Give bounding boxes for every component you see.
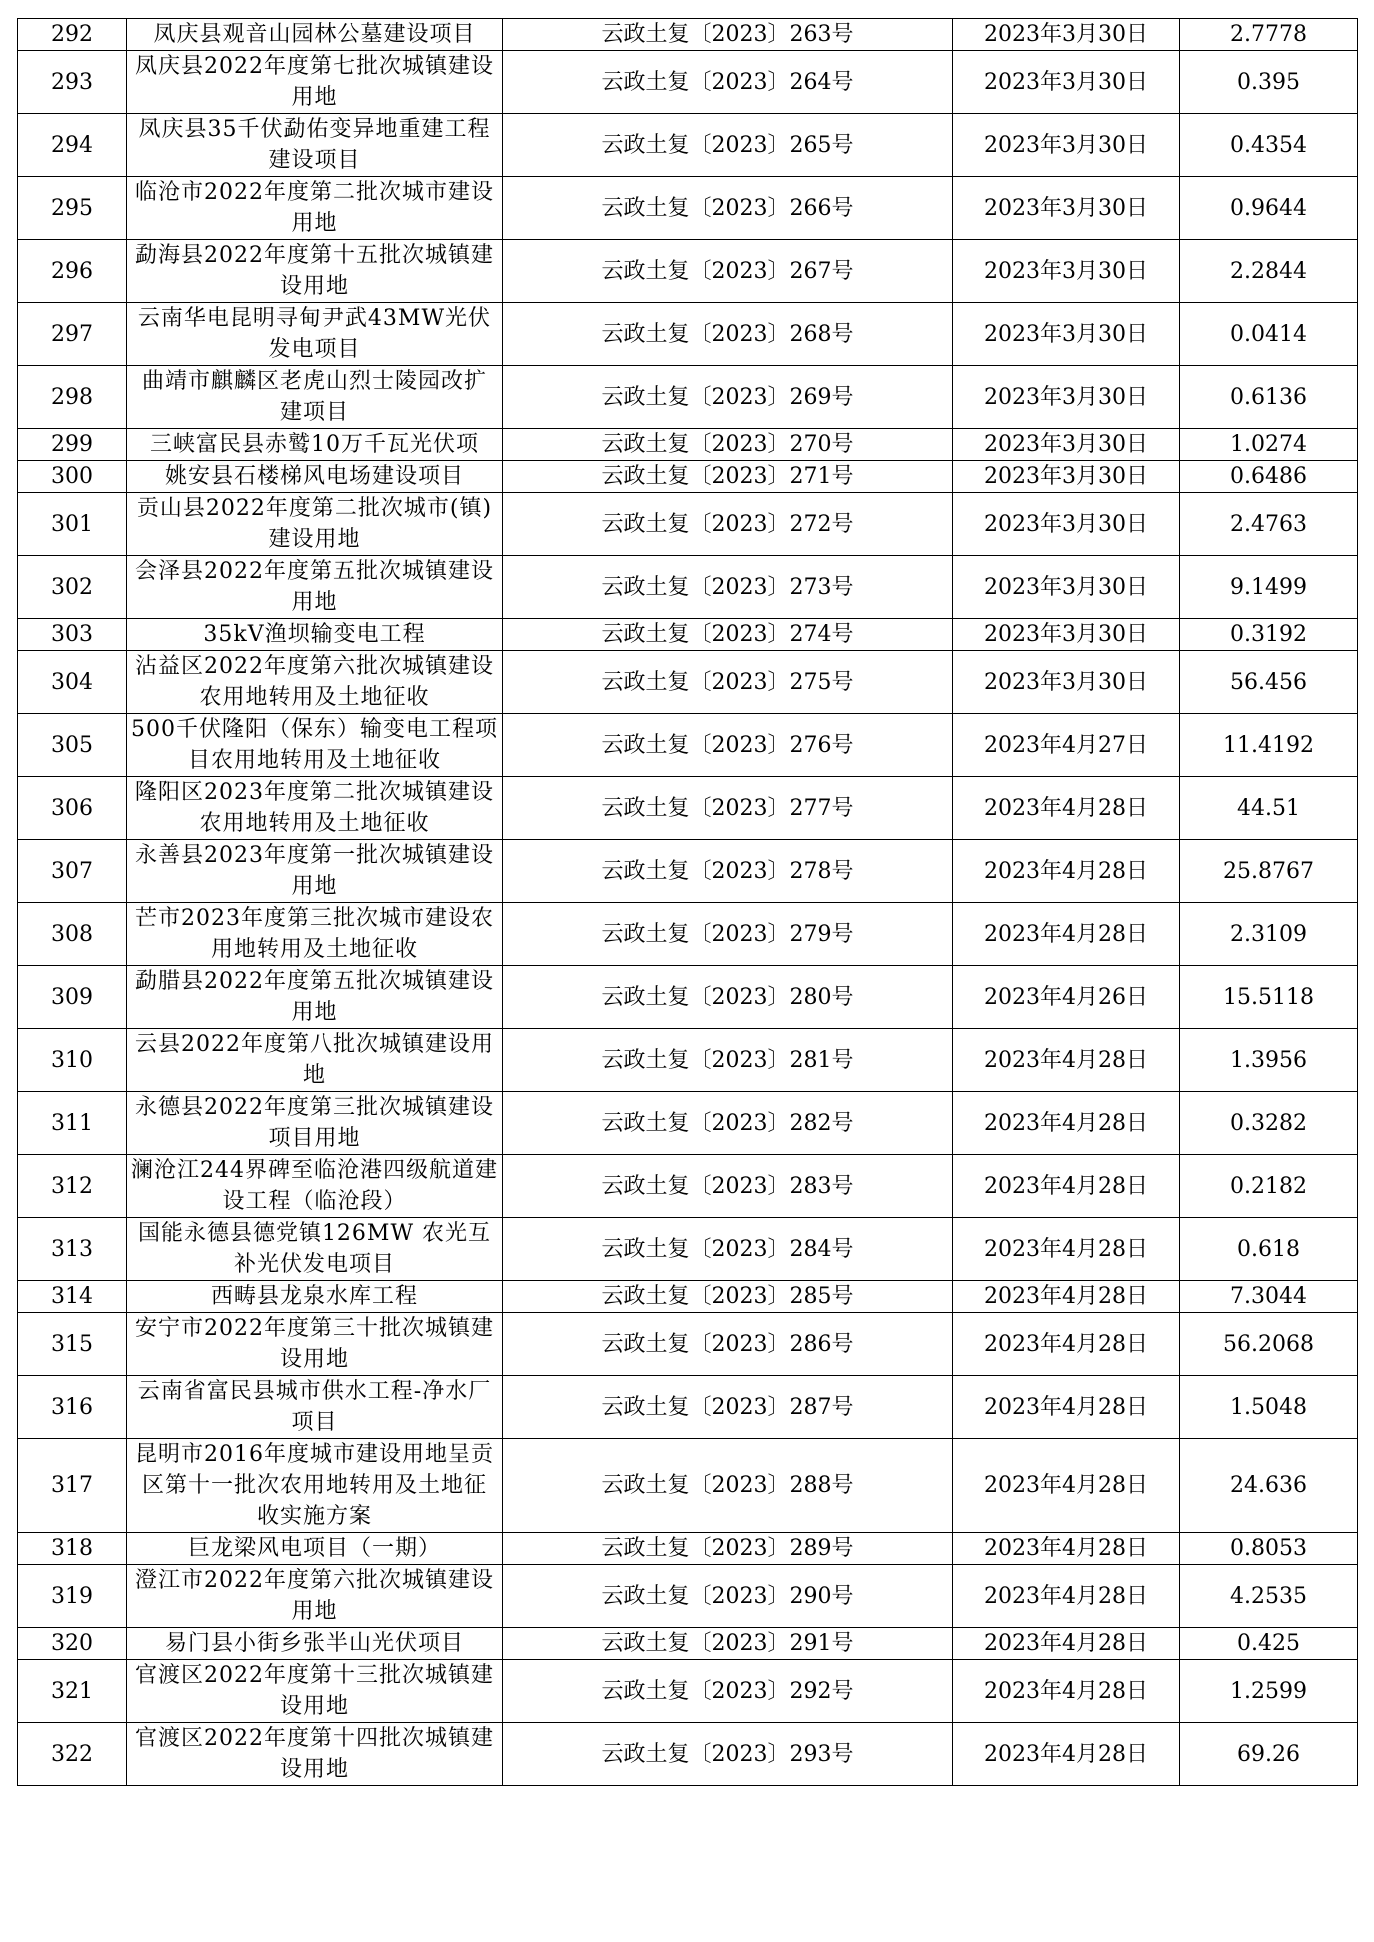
approval-document-number: 云政土复〔2023〕270号	[503, 429, 953, 461]
project-name: 凤庆县观音山园林公墓建设项目	[127, 19, 503, 51]
project-name: 巨龙梁风电项目（一期）	[127, 1533, 503, 1565]
table-row	[18, 493, 1358, 556]
area-value: 0.6486	[1180, 461, 1358, 493]
project-name: 500千伏隆阳（保东）输变电工程项目农用地转用及土地征收	[127, 714, 503, 777]
approval-date: 2023年4月28日	[953, 903, 1180, 966]
table-row	[18, 556, 1358, 619]
row-number: 301	[18, 493, 127, 556]
approval-document-number: 云政土复〔2023〕284号	[503, 1218, 953, 1281]
approval-date: 2023年4月26日	[953, 966, 1180, 1029]
approval-document-number: 云政土复〔2023〕281号	[503, 1029, 953, 1092]
table-row	[18, 1092, 1358, 1155]
approval-document-number: 云政土复〔2023〕287号	[503, 1376, 953, 1439]
table-row	[18, 366, 1358, 429]
project-name: 凤庆县2022年度第七批次城镇建设用地	[127, 51, 503, 114]
row-number: 299	[18, 429, 127, 461]
approval-date: 2023年4月28日	[953, 1533, 1180, 1565]
row-number: 319	[18, 1565, 127, 1628]
project-name: 澜沧江244界碑至临沧港四级航道建设工程（临沧段）	[127, 1155, 503, 1218]
row-number: 300	[18, 461, 127, 493]
area-value: 24.636	[1180, 1439, 1358, 1533]
table-row	[18, 1281, 1358, 1313]
approval-table	[17, 18, 1358, 1786]
project-name: 西畴县龙泉水库工程	[127, 1281, 503, 1313]
project-name: 三峡富民县赤鹫10万千瓦光伏项	[127, 429, 503, 461]
approval-document-number: 云政土复〔2023〕272号	[503, 493, 953, 556]
project-name: 官渡区2022年度第十四批次城镇建设用地	[127, 1723, 503, 1786]
project-name: 凤庆县35千伏勐佑变异地重建工程建设项目	[127, 114, 503, 177]
row-number: 294	[18, 114, 127, 177]
approval-document-number: 云政土复〔2023〕278号	[503, 840, 953, 903]
approval-date: 2023年4月28日	[953, 1281, 1180, 1313]
area-value: 0.425	[1180, 1628, 1358, 1660]
approval-date: 2023年4月28日	[953, 1155, 1180, 1218]
row-number: 304	[18, 651, 127, 714]
table-row	[18, 240, 1358, 303]
row-number: 315	[18, 1313, 127, 1376]
area-value: 0.3192	[1180, 619, 1358, 651]
row-number: 293	[18, 51, 127, 114]
row-number: 303	[18, 619, 127, 651]
row-number: 311	[18, 1092, 127, 1155]
row-number: 295	[18, 177, 127, 240]
row-number: 321	[18, 1660, 127, 1723]
project-name: 隆阳区2023年度第二批次城镇建设农用地转用及土地征收	[127, 777, 503, 840]
approval-document-number: 云政土复〔2023〕280号	[503, 966, 953, 1029]
row-number: 313	[18, 1218, 127, 1281]
table-row	[18, 966, 1358, 1029]
approval-date: 2023年4月28日	[953, 777, 1180, 840]
table-row	[18, 1313, 1358, 1376]
table-row	[18, 1723, 1358, 1786]
approval-document-number: 云政土复〔2023〕285号	[503, 1281, 953, 1313]
area-value: 0.8053	[1180, 1533, 1358, 1565]
row-number: 305	[18, 714, 127, 777]
area-value: 0.4354	[1180, 114, 1358, 177]
project-name: 姚安县石楼梯风电场建设项目	[127, 461, 503, 493]
project-name: 云县2022年度第八批次城镇建设用地	[127, 1029, 503, 1092]
row-number: 314	[18, 1281, 127, 1313]
table-row	[18, 461, 1358, 493]
area-value: 0.0414	[1180, 303, 1358, 366]
area-value: 56.456	[1180, 651, 1358, 714]
approval-document-number: 云政土复〔2023〕288号	[503, 1439, 953, 1533]
area-value: 11.4192	[1180, 714, 1358, 777]
approval-document-number: 云政土复〔2023〕291号	[503, 1628, 953, 1660]
project-name: 永善县2023年度第一批次城镇建设用地	[127, 840, 503, 903]
approval-document-number: 云政土复〔2023〕283号	[503, 1155, 953, 1218]
row-number: 310	[18, 1029, 127, 1092]
approval-date: 2023年3月30日	[953, 461, 1180, 493]
row-number: 309	[18, 966, 127, 1029]
approval-date: 2023年3月30日	[953, 619, 1180, 651]
approval-date: 2023年3月30日	[953, 303, 1180, 366]
approval-date: 2023年3月30日	[953, 366, 1180, 429]
row-number: 306	[18, 777, 127, 840]
project-name: 临沧市2022年度第二批次城市建设用地	[127, 177, 503, 240]
table-row	[18, 714, 1358, 777]
area-value: 9.1499	[1180, 556, 1358, 619]
approval-date: 2023年3月30日	[953, 51, 1180, 114]
project-name: 贡山县2022年度第二批次城市(镇)建设用地	[127, 493, 503, 556]
approval-date: 2023年4月28日	[953, 1723, 1180, 1786]
area-value: 7.3044	[1180, 1281, 1358, 1313]
area-value: 15.5118	[1180, 966, 1358, 1029]
row-number: 292	[18, 19, 127, 51]
approval-document-number: 云政土复〔2023〕273号	[503, 556, 953, 619]
area-value: 69.26	[1180, 1723, 1358, 1786]
approval-date: 2023年3月30日	[953, 240, 1180, 303]
table-row	[18, 840, 1358, 903]
approval-date: 2023年3月30日	[953, 114, 1180, 177]
approval-date: 2023年4月28日	[953, 1092, 1180, 1155]
project-name: 曲靖市麒麟区老虎山烈士陵园改扩建项目	[127, 366, 503, 429]
area-value: 2.2844	[1180, 240, 1358, 303]
area-value: 2.4763	[1180, 493, 1358, 556]
table-row	[18, 1155, 1358, 1218]
approval-document-number: 云政土复〔2023〕279号	[503, 903, 953, 966]
approval-document-number: 云政土复〔2023〕271号	[503, 461, 953, 493]
area-value: 56.2068	[1180, 1313, 1358, 1376]
area-value: 0.618	[1180, 1218, 1358, 1281]
approval-date: 2023年4月28日	[953, 1376, 1180, 1439]
project-name: 沾益区2022年度第六批次城镇建设农用地转用及土地征收	[127, 651, 503, 714]
table-row	[18, 429, 1358, 461]
approval-document-number: 云政土复〔2023〕269号	[503, 366, 953, 429]
table-row	[18, 1439, 1358, 1533]
project-name: 澄江市2022年度第六批次城镇建设用地	[127, 1565, 503, 1628]
table-row	[18, 19, 1358, 51]
area-value: 1.3956	[1180, 1029, 1358, 1092]
approval-document-number: 云政土复〔2023〕282号	[503, 1092, 953, 1155]
approval-date: 2023年3月30日	[953, 556, 1180, 619]
table-row	[18, 903, 1358, 966]
approval-date: 2023年4月28日	[953, 1313, 1180, 1376]
approval-date: 2023年3月30日	[953, 177, 1180, 240]
approval-date: 2023年3月30日	[953, 429, 1180, 461]
project-name: 芒市2023年度第三批次城市建设农用地转用及土地征收	[127, 903, 503, 966]
row-number: 308	[18, 903, 127, 966]
table-row	[18, 1533, 1358, 1565]
row-number: 312	[18, 1155, 127, 1218]
row-number: 317	[18, 1439, 127, 1533]
table-row	[18, 619, 1358, 651]
approval-date: 2023年3月30日	[953, 651, 1180, 714]
project-name: 云南省富民县城市供水工程-净水厂项目	[127, 1376, 503, 1439]
table-row	[18, 303, 1358, 366]
area-value: 0.395	[1180, 51, 1358, 114]
approval-date: 2023年4月28日	[953, 1628, 1180, 1660]
row-number: 307	[18, 840, 127, 903]
row-number: 322	[18, 1723, 127, 1786]
area-value: 25.8767	[1180, 840, 1358, 903]
area-value: 0.6136	[1180, 366, 1358, 429]
row-number: 318	[18, 1533, 127, 1565]
area-value: 0.9644	[1180, 177, 1358, 240]
table-row	[18, 777, 1358, 840]
row-number: 298	[18, 366, 127, 429]
project-name: 官渡区2022年度第十三批次城镇建设用地	[127, 1660, 503, 1723]
table-row	[18, 51, 1358, 114]
project-name: 云南华电昆明寻甸尹武43MW光伏发电项目	[127, 303, 503, 366]
table-row	[18, 1628, 1358, 1660]
row-number: 297	[18, 303, 127, 366]
area-value: 2.7778	[1180, 19, 1358, 51]
table-row	[18, 114, 1358, 177]
approval-document-number: 云政土复〔2023〕275号	[503, 651, 953, 714]
approval-document-number: 云政土复〔2023〕286号	[503, 1313, 953, 1376]
approval-document-number: 云政土复〔2023〕290号	[503, 1565, 953, 1628]
project-name: 35kV渔坝输变电工程	[127, 619, 503, 651]
project-name: 昆明市2016年度城市建设用地呈贡区第十一批次农用地转用及土地征收实施方案	[127, 1439, 503, 1533]
approval-document-number: 云政土复〔2023〕289号	[503, 1533, 953, 1565]
project-name: 勐海县2022年度第十五批次城镇建设用地	[127, 240, 503, 303]
approval-document-number: 云政土复〔2023〕263号	[503, 19, 953, 51]
approval-document-number: 云政土复〔2023〕268号	[503, 303, 953, 366]
table-row	[18, 1218, 1358, 1281]
area-value: 1.2599	[1180, 1660, 1358, 1723]
project-name: 安宁市2022年度第三十批次城镇建设用地	[127, 1313, 503, 1376]
table-row	[18, 651, 1358, 714]
table-row	[18, 1029, 1358, 1092]
area-value: 44.51	[1180, 777, 1358, 840]
approval-document-number: 云政土复〔2023〕267号	[503, 240, 953, 303]
area-value: 1.0274	[1180, 429, 1358, 461]
approval-document-number: 云政土复〔2023〕266号	[503, 177, 953, 240]
table-row	[18, 177, 1358, 240]
approval-date: 2023年3月30日	[953, 493, 1180, 556]
area-value: 1.5048	[1180, 1376, 1358, 1439]
project-name: 勐腊县2022年度第五批次城镇建设用地	[127, 966, 503, 1029]
row-number: 296	[18, 240, 127, 303]
approval-document-number: 云政土复〔2023〕264号	[503, 51, 953, 114]
project-name: 永德县2022年度第三批次城镇建设项目用地	[127, 1092, 503, 1155]
approval-document-number: 云政土复〔2023〕293号	[503, 1723, 953, 1786]
approval-date: 2023年4月28日	[953, 1660, 1180, 1723]
table-row	[18, 1660, 1358, 1723]
row-number: 302	[18, 556, 127, 619]
project-name: 会泽县2022年度第五批次城镇建设用地	[127, 556, 503, 619]
approval-date: 2023年4月28日	[953, 1029, 1180, 1092]
area-value: 4.2535	[1180, 1565, 1358, 1628]
approval-date: 2023年4月27日	[953, 714, 1180, 777]
row-number: 316	[18, 1376, 127, 1439]
approval-date: 2023年4月28日	[953, 840, 1180, 903]
approval-date: 2023年4月28日	[953, 1218, 1180, 1281]
table-row	[18, 1376, 1358, 1439]
area-value: 0.3282	[1180, 1092, 1358, 1155]
approval-document-number: 云政土复〔2023〕276号	[503, 714, 953, 777]
area-value: 0.2182	[1180, 1155, 1358, 1218]
approval-date: 2023年3月30日	[953, 19, 1180, 51]
table-row	[18, 1565, 1358, 1628]
area-value: 2.3109	[1180, 903, 1358, 966]
approval-document-number: 云政土复〔2023〕277号	[503, 777, 953, 840]
project-name: 国能永德县德党镇126MW 农光互补光伏发电项目	[127, 1218, 503, 1281]
project-name: 易门县小街乡张半山光伏项目	[127, 1628, 503, 1660]
row-number: 320	[18, 1628, 127, 1660]
approval-date: 2023年4月28日	[953, 1565, 1180, 1628]
approval-document-number: 云政土复〔2023〕292号	[503, 1660, 953, 1723]
approval-document-number: 云政土复〔2023〕274号	[503, 619, 953, 651]
approval-document-number: 云政土复〔2023〕265号	[503, 114, 953, 177]
approval-date: 2023年4月28日	[953, 1439, 1180, 1533]
